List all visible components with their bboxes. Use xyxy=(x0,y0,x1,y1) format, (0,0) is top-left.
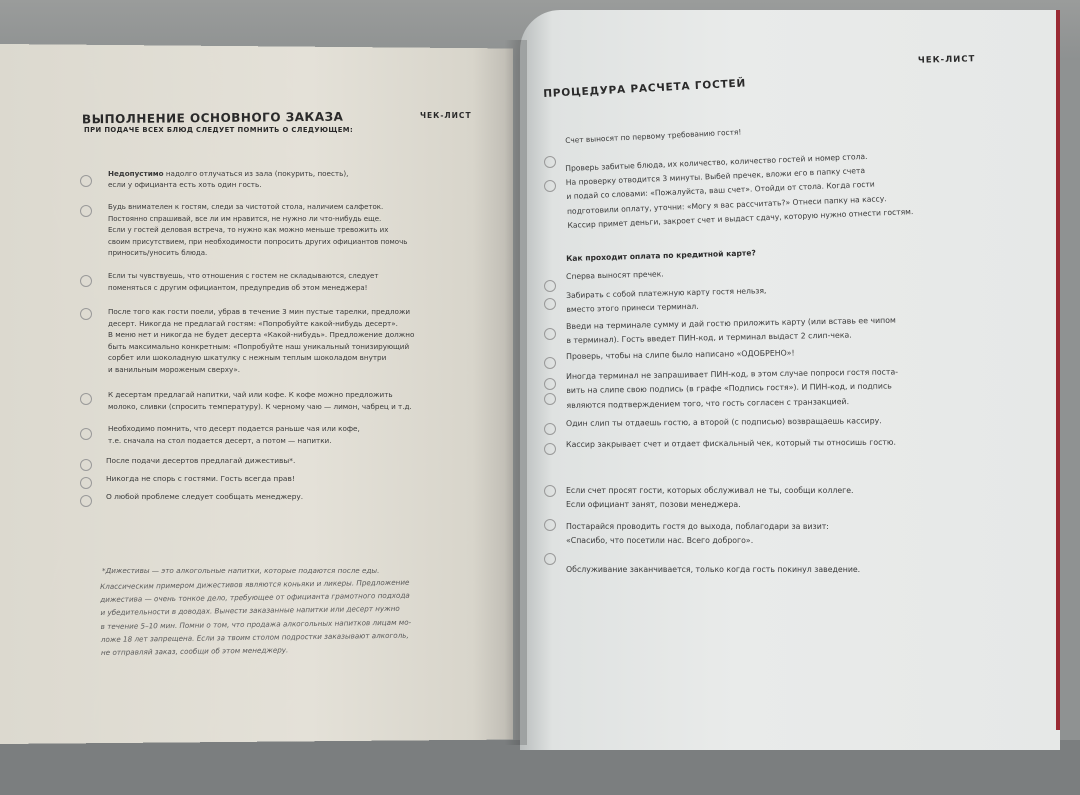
left-item-6: Необходимо помнить, что десерт подается раньше чая или кофе, т.е. сначала на стол подается десерт, а потом — напитки. xyxy=(108,424,360,445)
left-item-1 xyxy=(108,168,348,190)
card-step-3: Введи на терминале сумму и дай гостю приложить карту (или вставь ее чипом в терминал). Гость введет ПИН-код, и терминал выдаст 2 слип-чека. xyxy=(566,315,896,345)
checkbox-circle[interactable] xyxy=(544,280,556,292)
checkbox-circle[interactable] xyxy=(544,328,556,340)
checkbox-circle[interactable] xyxy=(544,485,556,497)
final-item-1: Если счет просят гости, которых обслуживал не ты, сообщи коллеге. Если официант занят, позови менеджера. xyxy=(566,486,854,509)
left-page-tag: ЧЕК-ЛИСТ xyxy=(420,111,472,120)
final-item-3: Обслуживание заканчивается, только когда гость покинул заведение. xyxy=(566,565,861,574)
right-block-check: Проверь забитые блюда, их количество, количество гостей и номер стола. На проверку отводится 3 минуты. Выбей пречек, вложи его в папку счета и подай со словами: «Пожалуйста, ваш счет». Отойди от стола. Когда гости подготовили оплату, уточни: «Могу я вас рассчитать?» Отнеси папку на кассу. Кассир примет деньги, закроет счет и выдаст сдачу, которую нужно отнести гостям. xyxy=(565,151,914,230)
final-item-2: Постарайся проводить гостя до выхода, поблагодари за визит: «Спасибо, что посетили нас. Всего доброго». xyxy=(566,522,829,545)
card-step-6: Один слип ты отдаешь гостю, а второй (с подписью) возвращаешь кассиру. xyxy=(566,416,882,428)
checkbox-circle[interactable] xyxy=(544,378,556,390)
left-item-5: К десертам предлагай напитки, чай или кофе. К кофе можно предложить молоко, сливки (спросить температуру). К черному чаю — лимон, чабрец и т.д. xyxy=(108,390,412,411)
left-item-3: Если ты чувствуешь, что отношения с гостем не складываются, следует поменяться с другим официантом, предупредив об этом менеджера! xyxy=(108,272,379,292)
left-page-subtitle: ПРИ ПОДАЧЕ ВСЕХ БЛЮД СЛЕДУЕТ ПОМНИТЬ О СЛЕДУЮЩЕМ: xyxy=(84,126,354,134)
right-page-title: ПРОЦЕДУРА РАСЧЕТА ГОСТЕЙ xyxy=(543,77,747,100)
checkbox-circle[interactable] xyxy=(544,553,556,565)
book-cover-edge xyxy=(1056,10,1060,730)
left-item-1-text: надолго отлучаться из зала (покурить, поесть), если у официанта есть хоть один гость. xyxy=(108,169,349,189)
card-step-7: Кассир закрывает счет и отдает фискальный чек, который ты относишь гостю. xyxy=(566,437,896,449)
card-step-4: Проверь, чтобы на слипе было написано «ОДОБРЕНО»! xyxy=(566,348,795,361)
checkbox-circle[interactable] xyxy=(544,393,556,405)
left-page-title: ВЫПОЛНЕНИЕ ОСНОВНОГО ЗАКАЗА xyxy=(81,109,344,127)
left-item-4: После того как гости поели, убрав в течение 3 мин пустые тарелки, предложи десерт. Никогда не предлагай гостям: «Попробуйте какой-нибудь десерт». В меню нет и никогда не будет десерта «Какой-нибудь». Предложение должно быть максимально конкретным: «Попробуйте наш уникальный тонизирующий сорбет или шоколадную шкатулку с нежным теплым шоколадом внутри и ванильным мороженым сверху». xyxy=(108,307,415,374)
checkbox-circle[interactable] xyxy=(80,205,92,217)
card-step-5: Иногда терминал не запрашивает ПИН-код, в этом случае попроси гостя поста- вить на слипе свою подпись (в графе «Подпись гостя»). И ПИН-код, и подпись являются подтверждением того, что гость согласен с транзакцией. xyxy=(566,367,899,410)
book-spine-shadow xyxy=(505,40,527,745)
left-item-1-lead: Недопустимо xyxy=(108,169,164,178)
checkbox-circle[interactable] xyxy=(80,308,92,320)
left-item-7: После подачи десертов предлагай дижестивы*. xyxy=(106,456,296,465)
checkbox-circle[interactable] xyxy=(544,357,556,369)
checkbox-circle[interactable] xyxy=(80,393,92,405)
card-step-1: Сперва выносят пречек. xyxy=(566,269,664,281)
checkbox-circle[interactable] xyxy=(544,519,556,531)
card-payment-question: Как проходит оплата по кредитной карте? xyxy=(566,248,756,263)
checkbox-circle[interactable] xyxy=(544,298,556,310)
checkbox-circle[interactable] xyxy=(80,477,92,489)
left-item-8: Никогда не спорь с гостями. Гость всегда прав! xyxy=(106,474,295,483)
card-step-2: Забирать с собой платежную карту гостя нельзя, вместо этого принеси терминал. xyxy=(566,286,767,314)
checkbox-circle[interactable] xyxy=(80,459,92,471)
checkbox-circle[interactable] xyxy=(80,495,92,507)
checkbox-circle[interactable] xyxy=(80,428,92,440)
left-item-2: Будь внимателен к гостям, следи за чистотой стола, наличием салфеток. Постоянно спрашивай, все ли им нравится, не нужно ли что-нибудь еще. Если у гостей деловая встреча, то нужно как можно меньше тревожить их своим присутствием, при необходимости попросить других официантов помочь приносить/уносить блюда. xyxy=(108,203,408,257)
checkbox-circle[interactable] xyxy=(544,156,556,168)
checkbox-circle[interactable] xyxy=(544,423,556,435)
checkbox-circle[interactable] xyxy=(544,443,556,455)
checkbox-circle[interactable] xyxy=(80,175,92,187)
checkbox-circle[interactable] xyxy=(544,180,556,192)
checkbox-circle[interactable] xyxy=(80,275,92,287)
left-item-9: О любой проблеме следует сообщать менеджеру. xyxy=(106,492,304,501)
footnote-body: Классическим примером дижестивов являются коньяки и ликеры. Предложение дижестива — очень тонкое дело, требующее от официанта грамотного подхода и убедительности в доводах. Вынести заказанные напитки или десерт нужно в течение 5–10 мин. Помни о том, что продажа алкогольных напитков лицам мо- ложе 18 лет запрещена. Если за твоим столом подростки заказывают алкоголь, не отправляй заказ, сообщи об этом менеджеру. xyxy=(100,577,412,658)
right-intro: Счет выносят по первому требованию гостя! xyxy=(565,127,742,145)
right-page-tag: ЧЕК-ЛИСТ xyxy=(917,54,976,66)
footnote-definition: *Дижестивы — это алкогольные напитки, которые подаются после еды. xyxy=(102,566,380,575)
